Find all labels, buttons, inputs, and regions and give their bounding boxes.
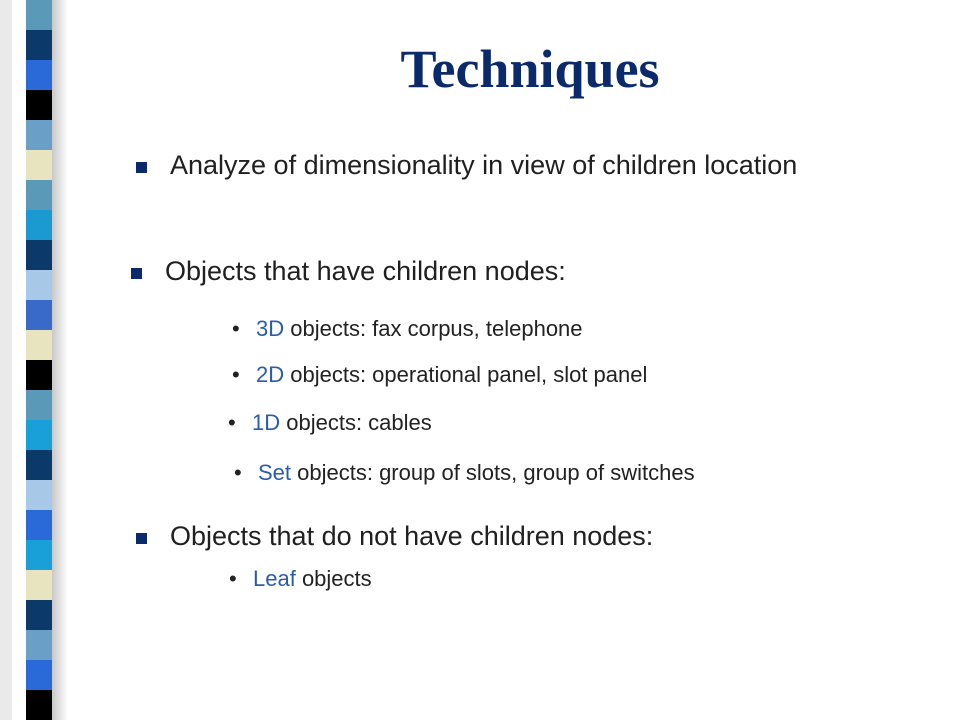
- sidebar-shadow: [52, 0, 68, 720]
- bullet-square-icon: [136, 533, 147, 544]
- bullet-objects-with-children: Objects that have children nodes:: [165, 256, 566, 286]
- subitem-1d-objects: [228, 410, 432, 436]
- slide-title: Techniques: [400, 39, 660, 99]
- sidebar-block: [26, 390, 52, 420]
- subitem-text: objects: operational panel, slot panel: [284, 362, 648, 387]
- sidebar-block: [26, 660, 52, 690]
- sidebar-block: [26, 540, 52, 570]
- sidebar-block: [26, 150, 52, 180]
- bullet-square-icon: [131, 268, 142, 279]
- subitem-keyword: 3D: [256, 316, 285, 341]
- subitem-keyword: Leaf: [253, 566, 296, 591]
- dot-bullet-icon: •: [232, 362, 240, 387]
- bullet-square-icon: [136, 162, 147, 173]
- sidebar-block: [26, 210, 52, 240]
- sidebar-block: [26, 570, 52, 600]
- subitem-3d-objects: [232, 316, 583, 342]
- sidebar-edge: [0, 0, 12, 720]
- sidebar-block: [26, 510, 52, 540]
- sidebar-block: [26, 120, 52, 150]
- sidebar-block: [26, 180, 52, 210]
- sidebar-block: [26, 600, 52, 630]
- sidebar-block: [26, 630, 52, 660]
- sidebar-block: [26, 330, 52, 360]
- bullet-analyze: Analyze of dimensionality in view of children location: [170, 150, 798, 180]
- subitem-2d-objects: [232, 362, 647, 388]
- dot-bullet-icon: •: [229, 566, 237, 591]
- subitem-keyword: 2D: [256, 362, 285, 387]
- subitem-keyword: Set: [258, 460, 292, 485]
- subitem-leaf-objects: [229, 566, 372, 592]
- dot-bullet-icon: •: [232, 316, 240, 341]
- sidebar-block: [26, 240, 52, 270]
- sidebar-block: [26, 480, 52, 510]
- sidebar-block: [26, 360, 52, 390]
- bullet-objects-without-children: Objects that do not have children nodes:: [170, 521, 654, 551]
- subitem-text: objects: cables: [280, 410, 432, 435]
- sidebar-block: [26, 300, 52, 330]
- sidebar-block: [26, 420, 52, 450]
- sidebar-block: [26, 450, 52, 480]
- subitem-text: objects: [295, 566, 372, 591]
- subitem-text: objects: group of slots, group of switches: [291, 460, 695, 485]
- sidebar-block: [26, 690, 52, 720]
- subitem-text: objects: fax corpus, telephone: [284, 316, 583, 341]
- dot-bullet-icon: •: [234, 460, 242, 485]
- sidebar-block: [26, 0, 52, 30]
- sidebar-block: [26, 270, 52, 300]
- dot-bullet-icon: •: [228, 410, 236, 435]
- decorative-sidebar: [0, 0, 70, 720]
- subitem-keyword: 1D: [252, 410, 281, 435]
- subitem-set-objects: [234, 460, 695, 486]
